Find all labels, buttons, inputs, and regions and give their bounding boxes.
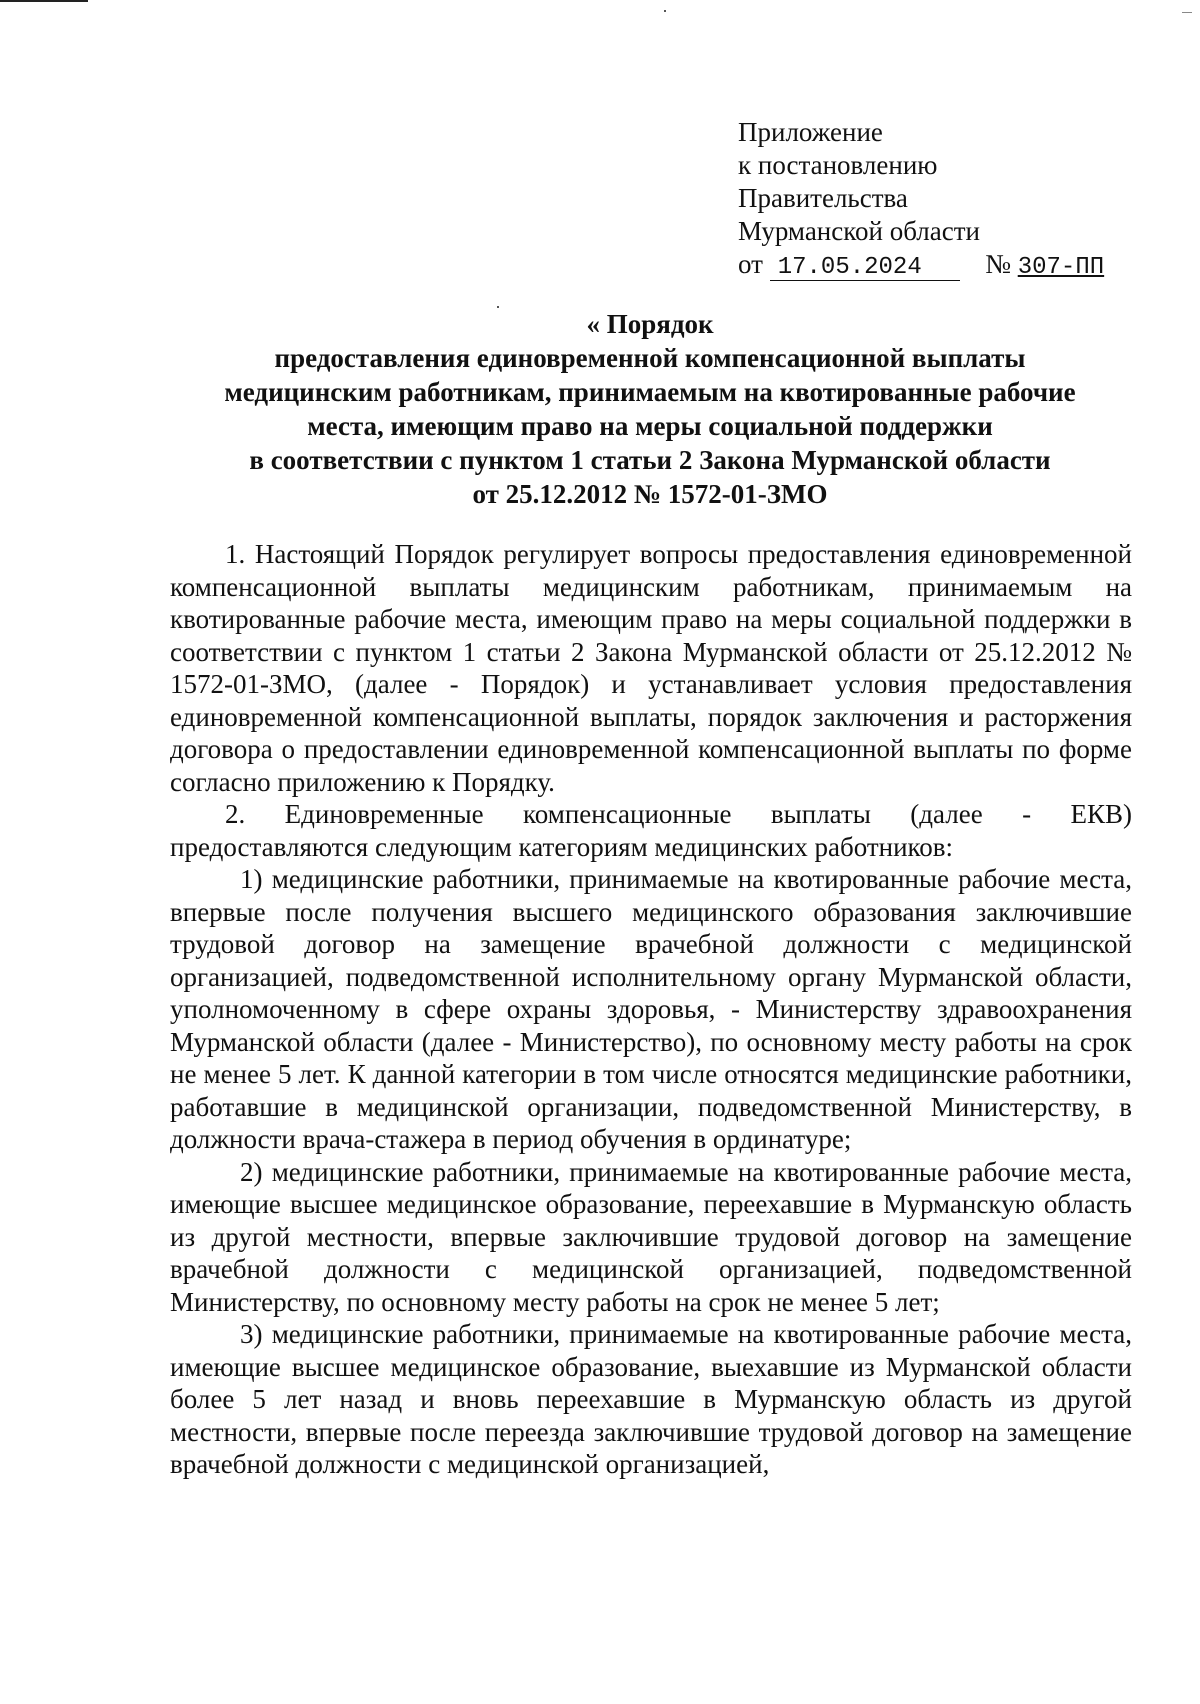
approval-date-line — [738, 248, 1104, 284]
approval-block — [738, 116, 1104, 284]
scan-speck — [664, 10, 666, 12]
scan-edge-mark — [0, 0, 88, 2]
document-title — [170, 307, 1130, 511]
approval-line: Правительства — [738, 183, 908, 213]
paragraph-2: 2. Единовременные компенсационные выплаты (далее - ЕКВ) предоставляются следующим категориям медицинских работников: — [170, 799, 1132, 862]
approval-line: Приложение — [738, 117, 883, 147]
document-body — [170, 538, 1132, 1481]
date-prefix: от — [738, 249, 763, 279]
subparagraph-2: 2) медицинские работники, принимаемые на квотированные рабочие места, имеющие высшее медицинское образование, переехавшие в Мурманскую область из другой местности, впервые заключившие трудовой договор на замещение врачебной должности с медицинской организацией, подведомственной Министерству, по основному месту работы на срок не менее 5 лет; — [170, 1156, 1132, 1317]
subparagraph-1: 1) медицинские работники, принимаемые на квотированные рабочие места, впервые после получения высшего медицинского образования заключившие трудовой договор на замещение врачебной должности с медицинской организацией, подведомственной исполнительному органу Мурманской области, уполномоченному в сфере охраны здоровья, - Министерству здравоохранения Мурманской области (далее - Министерство), по основному месту работы на срок не менее 5 лет. К данной категории в том числе относятся медицинские работники, работавшие в медицинской организации, подведомственной Министерству, в должности врача-стажера в период обучения в ординатуре; — [170, 864, 1132, 1154]
approval-line: к постановлению — [738, 150, 938, 180]
title-line: в соответствии с пунктом 1 статьи 2 Закона Мурманской области — [249, 445, 1051, 475]
approval-line: Мурманской области — [738, 216, 980, 246]
decree-date: 17.05.2024 — [770, 256, 960, 281]
title-line: места, имеющим право на меры социальной поддержки — [307, 411, 993, 441]
decree-number: 307-ПП — [1017, 254, 1105, 281]
paragraph-1: 1. Настоящий Порядок регулирует вопросы предоставления единовременной компенсационной выплаты медицинским работникам, принимаемым на квотированные рабочие места, имеющим право на меры социальной поддержки в соответствии с пунктом 1 статьи 2 Закона Мурманской области от 25.12.2012 № 1572-01-ЗМО, (далее - Порядок) и устанавливает условия предоставления единовременной компенсационной выплаты, порядок заключения и расторжения договора о предоставлении единовременной компенсационной выплаты по форме согласно приложению к Порядку. — [170, 539, 1132, 797]
scan-edge-mark — [1182, 12, 1192, 13]
subparagraph-3: 3) медицинские работники, принимаемые на квотированные рабочие места, имеющие высшее медицинское образование, выехавшие из Мурманской области более 5 лет назад и вновь переехавшие в Мурманскую область из другой местности, впервые после переезда заключившие трудовой договор на замещение врачебной должности с медицинской организацией, — [170, 1319, 1132, 1479]
title-line: от 25.12.2012 № 1572-01-ЗМО — [472, 479, 828, 509]
title-line: медицинским работникам, принимаемым на квотированные рабочие — [224, 377, 1076, 407]
title-line: « Порядок — [586, 309, 714, 339]
title-line: предоставления единовременной компенсационной выплаты — [274, 343, 1026, 373]
number-prefix: № — [985, 249, 1011, 279]
